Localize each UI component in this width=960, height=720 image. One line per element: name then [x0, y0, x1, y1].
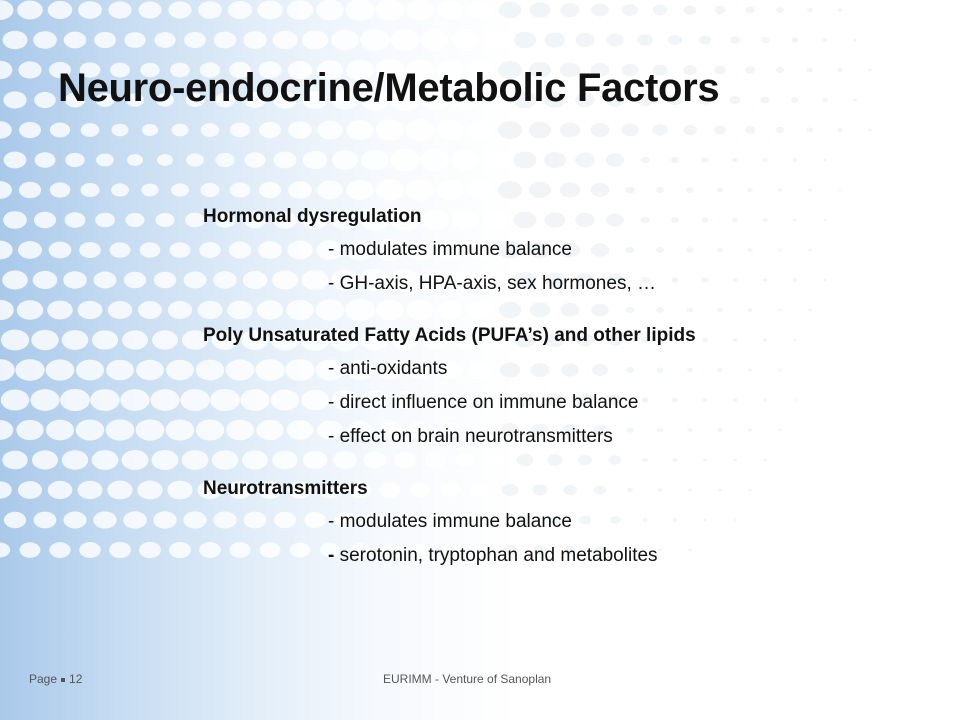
background-dot: [259, 182, 281, 198]
background-dot: [50, 182, 71, 197]
background-dot: [360, 29, 389, 51]
background-dot: [34, 152, 55, 168]
background-dot: [18, 241, 42, 259]
background-dot: [186, 153, 204, 166]
background-dot: [139, 2, 162, 19]
background-dot: [76, 360, 104, 381]
background-dot: [1, 330, 29, 351]
background-dot: [468, 1, 492, 19]
background-dot: [92, 450, 119, 470]
background-dot: [868, 129, 871, 132]
background-dot: [48, 481, 73, 499]
background-dot: [63, 511, 86, 528]
background-dot: [317, 121, 342, 140]
background-dot: [838, 8, 842, 11]
background-dot: [137, 481, 162, 500]
background-dot: [107, 481, 132, 500]
background-dot: [671, 157, 679, 163]
background-dot: [166, 360, 194, 380]
background-dot: [154, 32, 175, 48]
background-dot: [155, 213, 174, 227]
background-dot: [30, 389, 59, 411]
background-dot: [0, 241, 13, 260]
background-dot: [303, 151, 327, 169]
background-dot: [64, 32, 87, 49]
background-dot: [436, 120, 464, 140]
background-dot: [606, 153, 624, 166]
background-dot: [544, 152, 566, 168]
background-dot: [791, 37, 798, 42]
background-dot: [108, 301, 132, 319]
background-dot: [78, 301, 103, 319]
background-dot: [142, 124, 158, 136]
background-dot: [78, 481, 103, 499]
background-dot: [0, 359, 15, 381]
background-dot: [376, 119, 405, 140]
background-dot: [376, 0, 405, 21]
bullet-dash: -: [328, 545, 335, 566]
background-dot: [376, 179, 405, 200]
section-heading: Poly Unsaturated Fatty Acids (PUFA’s) and other lipids: [203, 325, 696, 346]
background-dot: [198, 1, 222, 19]
background-dot: [437, 0, 463, 19]
slide-title: Neuro-endocrine/Metabolic Factors: [58, 66, 720, 110]
background-dot: [1, 389, 30, 410]
background-dot: [127, 154, 143, 166]
background-dot: [60, 389, 90, 411]
background-dot: [274, 152, 297, 169]
background-dot: [65, 153, 84, 167]
background-dot: [390, 149, 420, 171]
background-dot: [853, 98, 857, 101]
background-dot: [499, 2, 522, 19]
background-dot: [168, 301, 192, 319]
background-dot: [80, 183, 99, 197]
background-dot: [111, 124, 128, 137]
background-dot: [762, 158, 767, 162]
background-dot: [652, 124, 668, 135]
background-dot: [560, 182, 581, 197]
background-dot: [331, 30, 359, 51]
background-dot: [244, 152, 265, 168]
background-dot: [169, 542, 191, 558]
background-dot: [545, 32, 566, 47]
section-neurotransmitters: [203, 472, 823, 573]
background-dot: [405, 119, 434, 141]
background-dot: [95, 213, 115, 228]
background-dot: [853, 39, 857, 42]
background-dot: [0, 0, 13, 20]
background-dot: [0, 300, 14, 320]
background-dot: [4, 512, 26, 528]
background-dot: [273, 31, 298, 49]
background-dot: [745, 126, 755, 134]
background-dot: [152, 330, 178, 349]
background-dot: [185, 213, 205, 228]
background-dot: [868, 69, 871, 71]
background-dot: [15, 359, 44, 381]
background-dot: [76, 420, 104, 441]
background-dot: [823, 159, 826, 161]
background-dot: [656, 187, 664, 193]
background-dot: [78, 1, 102, 19]
background-dot: [259, 122, 281, 138]
background-dot: [140, 242, 161, 257]
background-dot: [2, 270, 28, 289]
background-dot: [4, 152, 27, 169]
background-dot: [560, 3, 579, 17]
background-dot: [467, 180, 493, 199]
background-dot: [591, 183, 610, 197]
background-dot: [171, 183, 189, 196]
background-dot: [686, 187, 694, 193]
background-dot: [50, 123, 70, 138]
background-dot: [110, 242, 131, 257]
background-dot: [94, 272, 117, 289]
background-dot: [317, 181, 343, 200]
background-dot: [171, 124, 188, 137]
background-dot: [622, 4, 638, 16]
background-dot: [668, 35, 682, 45]
background-dot: [361, 150, 389, 171]
background-dot: [717, 188, 724, 193]
background-dot: [776, 67, 784, 73]
background-dot: [230, 182, 251, 197]
background-dot: [0, 481, 12, 498]
background-dot: [184, 32, 206, 48]
background-dot: [243, 31, 267, 49]
background-dot: [405, 179, 434, 201]
background-dot: [19, 182, 41, 198]
background-dot: [606, 34, 623, 47]
background-dot: [730, 36, 741, 44]
background-dot: [65, 212, 86, 227]
background-dot: [288, 181, 312, 199]
background-dot: [16, 420, 43, 440]
background-dot: [0, 121, 12, 138]
background-dot: [111, 183, 129, 196]
background-dot: [421, 30, 448, 50]
background-dot: [200, 183, 219, 197]
background-dot: [17, 1, 43, 20]
background-dot: [106, 419, 135, 440]
background-dot: [124, 272, 146, 289]
background-dot: [653, 5, 667, 16]
background-dot: [701, 157, 708, 162]
background-dot: [729, 96, 740, 104]
background-dot: [406, 0, 433, 20]
bullet-text: serotonin, tryptophan and metabolites: [339, 545, 658, 566]
page-label: Page: [29, 672, 58, 686]
background-dot: [302, 30, 328, 49]
background-dot: [166, 419, 195, 440]
background-dot: [17, 300, 43, 320]
background-dot: [436, 180, 463, 200]
background-dot: [822, 98, 828, 102]
background-dot: [170, 242, 191, 257]
background-dot: [421, 149, 449, 170]
background-dot: [151, 450, 178, 470]
background-dot: [837, 128, 842, 132]
bullet-item: - modulates immune balance: [328, 511, 572, 532]
background-dot: [93, 511, 116, 528]
page-number-footer: [29, 672, 82, 686]
background-dot: [125, 213, 144, 227]
background-dot: [141, 184, 158, 197]
background-dot: [745, 66, 755, 73]
background-dot: [63, 271, 87, 288]
bullet-item: - GH-axis, HPA-axis, sex hormones, …: [328, 273, 657, 294]
background-dot: [287, 0, 314, 20]
background-dot: [20, 542, 41, 557]
background-dot: [124, 32, 145, 48]
background-dot: [575, 33, 594, 47]
background-dot: [136, 360, 164, 380]
background-dot: [150, 389, 179, 411]
background-dot: [257, 1, 283, 20]
background-dot: [807, 68, 814, 73]
background-dot: [714, 126, 726, 135]
background-dot: [529, 182, 551, 198]
background-dot: [529, 122, 551, 139]
background-dot: [92, 330, 118, 349]
background-dot: [96, 153, 114, 166]
background-dot: [49, 242, 72, 259]
background-dot: [62, 330, 89, 350]
background-dot: [153, 511, 177, 528]
section-hormonal: [203, 200, 823, 301]
background-dot: [316, 0, 344, 20]
background-dot: [33, 31, 57, 49]
background-dot: [18, 61, 41, 78]
background-dot: [288, 121, 312, 138]
background-dot: [0, 543, 10, 558]
footer-center-text: EURIMM - Venture of Sanoplan: [383, 672, 552, 686]
background-dot: [346, 120, 373, 140]
background-dot: [745, 7, 754, 14]
background-dot: [683, 125, 697, 135]
bullet-item: - direct influence on immune balance: [328, 392, 639, 413]
background-dot: [108, 1, 131, 18]
background-dot: [106, 360, 134, 380]
background-dot: [215, 153, 234, 167]
background-dot: [94, 32, 116, 48]
bullet-item: [203, 539, 823, 573]
background-dot: [498, 181, 522, 199]
background-dot: [34, 512, 57, 529]
background-dot: [591, 123, 610, 137]
background-dot: [793, 158, 797, 161]
background-dot: [120, 389, 149, 411]
background-dot: [49, 542, 70, 558]
background-dot: [168, 1, 191, 18]
background-dot: [3, 91, 26, 108]
background-dot: [32, 450, 58, 469]
background-dot: [19, 122, 41, 138]
background-dot: [109, 542, 131, 558]
background-dot: [47, 301, 73, 320]
background-dot: [391, 29, 420, 50]
background-dot: [0, 61, 12, 79]
background-dot: [138, 301, 162, 319]
background-dot: [839, 189, 842, 191]
background-dot: [121, 450, 148, 470]
background-dot: [228, 1, 253, 19]
background-dot: [2, 451, 27, 470]
background-dot: [79, 542, 101, 558]
background-dot: [560, 122, 581, 137]
background-dot: [62, 450, 89, 470]
background-dot: [79, 242, 101, 258]
background-dot: [498, 121, 522, 139]
background-dot: [776, 7, 784, 13]
background-dot: [640, 157, 649, 164]
background-dot: [214, 32, 237, 49]
background-dot: [822, 38, 828, 42]
background-dot: [18, 481, 42, 499]
background-dot: [346, 180, 373, 200]
background-dot: [3, 31, 28, 49]
background-dot: [838, 68, 843, 72]
background-dot: [621, 124, 638, 137]
background-dot: [529, 2, 550, 18]
background-dot: [122, 330, 148, 349]
background-dot: [823, 219, 826, 221]
background-dot: [46, 420, 74, 441]
background-dot: [34, 212, 56, 228]
background-dot: [637, 34, 653, 46]
slide-content: [203, 200, 823, 591]
background-dot: [699, 35, 711, 44]
background-dot: [467, 120, 493, 139]
section-pufa: [203, 319, 823, 454]
background-dot: [761, 37, 770, 44]
background-dot: [123, 511, 147, 528]
page-number: 12: [69, 672, 83, 686]
background-dot: [157, 154, 173, 166]
background-dot: [808, 189, 812, 192]
background-dot: [824, 279, 827, 281]
background-dot: [714, 6, 725, 14]
bullet-item: - modulates immune balance: [328, 239, 572, 260]
background-dot: [48, 1, 73, 19]
background-dot: [791, 97, 799, 103]
background-dot: [139, 542, 161, 558]
background-dot: [732, 158, 738, 163]
background-dot: [684, 5, 697, 14]
section-heading: Neurotransmitters: [203, 478, 368, 499]
background-dot: [154, 272, 176, 289]
separator-square-icon: [61, 678, 65, 682]
background-dot: [778, 188, 783, 191]
background-dot: [332, 150, 358, 169]
background-dot: [31, 330, 58, 350]
background-dot: [90, 389, 120, 411]
background-dot: [230, 123, 250, 138]
background-dot: [575, 153, 595, 168]
background-dot: [514, 32, 536, 49]
background-dot: [591, 3, 609, 16]
background-dot: [33, 271, 58, 289]
background-dot: [452, 31, 478, 50]
bullet-item: - anti-oxidants: [328, 358, 448, 379]
background-dot: [34, 92, 56, 108]
background-dot: [0, 181, 12, 199]
background-dot: [747, 188, 753, 192]
background-dot: [776, 127, 785, 133]
background-dot: [760, 97, 769, 104]
section-heading: Hormonal dysregulation: [203, 206, 422, 227]
background-dot: [136, 419, 165, 440]
background-dot: [345, 0, 374, 21]
background-dot: [513, 151, 536, 168]
background-dot: [3, 211, 27, 229]
background-dot: [625, 187, 634, 194]
background-dot: [0, 420, 13, 440]
background-dot: [167, 481, 192, 500]
background-dot: [807, 8, 813, 12]
background-dot: [81, 123, 100, 137]
bullet-item: - effect on brain neurotransmitters: [328, 426, 613, 447]
background-dot: [807, 127, 814, 132]
background-dot: [46, 359, 75, 380]
background-dot: [201, 123, 220, 137]
background-dot: [452, 150, 479, 170]
background-dot: [483, 31, 507, 49]
background-dot: [482, 151, 507, 169]
